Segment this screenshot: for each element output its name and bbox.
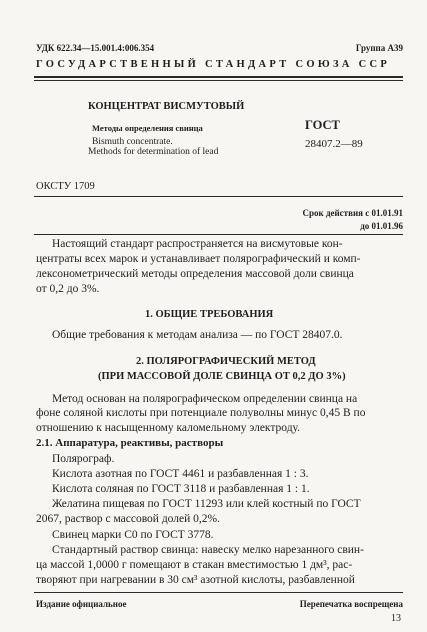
gost-label: ГОСТ xyxy=(305,118,340,132)
validity-end: до 01.01.96 xyxy=(360,221,403,231)
okstu-rule xyxy=(34,196,403,197)
list-item: Свинец марки С0 по ГОСТ 3778. xyxy=(52,529,214,541)
list-item: Кислота соляная по ГОСТ 3118 и разбавленная 1 : 1. xyxy=(52,483,310,495)
footer-right-note: Перепечатка воспрещена xyxy=(299,599,403,609)
validity-rule xyxy=(34,234,403,235)
section-1-text: Общие требования к методам анализа — по ГОСТ 28407.0. xyxy=(52,329,343,341)
list-item: творяют при нагревании в 30 см³ азотной кислоты, разбавленной xyxy=(36,574,355,586)
section-2-text-line-1: Метод основан на полярографическом определении свинца на xyxy=(52,393,358,405)
section-2-text-line-2: фоне соляной кислоты при потенциале полуволны минус 0,45 В по xyxy=(36,407,366,419)
footer-left-note: Издание официальное xyxy=(36,599,127,609)
udk-code: УДК 622.34—15.001.4:006.354 xyxy=(36,43,155,53)
page-number: 13 xyxy=(391,613,401,624)
list-item: Стандартный раствор свинца: навеску мелко нарезанного свин- xyxy=(52,544,364,556)
document-subtitle: Методы определения свинца xyxy=(92,123,203,133)
section-1-heading: 1. ОБЩИЕ ТРЕБОВАНИЯ xyxy=(145,309,274,320)
list-item: Полярограф. xyxy=(52,453,115,465)
top-double-rule-1 xyxy=(34,76,403,78)
subsection-2-1-heading: 2.1. Аппаратура, реактивы, растворы xyxy=(36,437,224,449)
intro-line-4: от 0,2 до 3%. xyxy=(36,283,100,295)
section-2-text-line-3: отношению к насыщенному каломельному электроду. xyxy=(36,422,301,434)
document-title: КОНЦЕНТРАТ ВИСМУТОВЫЙ xyxy=(88,101,245,112)
gost-number: 28407.2—89 xyxy=(305,138,363,150)
list-item: ца массой 1,0000 г помещают в стакан вместимостью 1 дм³, рас- xyxy=(36,559,353,571)
okstu-code: ОКСТУ 1709 xyxy=(36,181,95,192)
english-title-line2: Methods for determination of lead xyxy=(88,147,219,157)
intro-line-3: лексонометрический методы определения массовой доли свинца xyxy=(36,268,354,280)
intro-line-2: центраты всех марок и устанавливает полярографический и комп- xyxy=(36,253,361,265)
english-title-line1: Bismuth concentrate. xyxy=(92,137,173,147)
footer-rule xyxy=(34,592,403,593)
section-2-heading-sub: (ПРИ МАССОВОЙ ДОЛЕ СВИНЦА ОТ 0,2 ДО 3%) xyxy=(98,371,346,382)
top-double-rule-2 xyxy=(34,80,403,81)
group-code: Группа А39 xyxy=(355,43,403,53)
list-item: 2067, раствор с массовой долей 0,2%. xyxy=(36,513,220,525)
list-item: Желатина пищевая по ГОСТ 11293 или клей костный по ГОСТ xyxy=(52,498,361,510)
intro-line-1: Настоящий стандарт распространяется на висмутовые кон- xyxy=(52,238,343,250)
validity-start: Срок действия с 01.01.91 xyxy=(302,208,403,218)
list-item: Кислота азотная по ГОСТ 4461 и разбавленная 1 : 3. xyxy=(52,468,309,480)
standard-banner: ГОСУДАРСТВЕННЫЙ СТАНДАРТ СОЮЗА ССР xyxy=(36,59,391,70)
section-2-heading: 2. ПОЛЯРОГРАФИЧЕСКИЙ МЕТОД xyxy=(136,356,316,367)
